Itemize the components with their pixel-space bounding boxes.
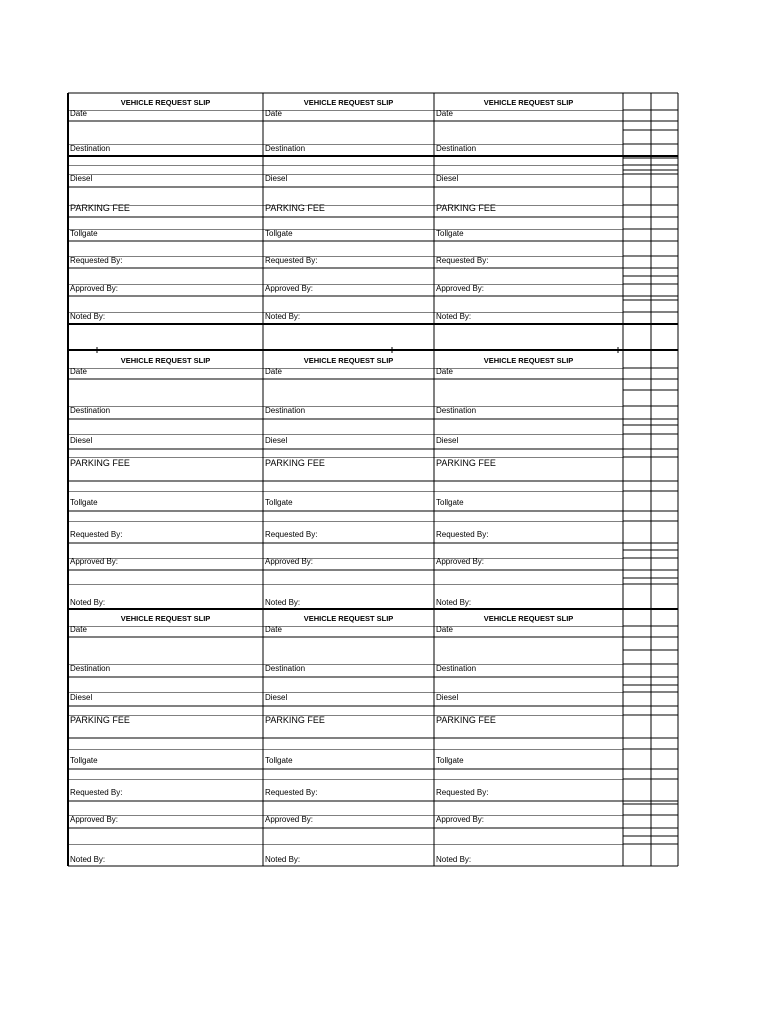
- field-label-parking-fee: PARKING FEE: [70, 203, 130, 213]
- slip-title: VEHICLE REQUEST SLIP: [483, 614, 574, 623]
- field-label-date: Date: [70, 625, 87, 634]
- field-label-date: Date: [265, 625, 282, 634]
- field-label-date: Date: [436, 625, 453, 634]
- field-label-destination: Destination: [265, 144, 306, 153]
- field-label-parking-fee: PARKING FEE: [70, 715, 130, 725]
- field-label-noted-by: Noted By:: [265, 855, 301, 864]
- slip-title: VEHICLE REQUEST SLIP: [303, 614, 394, 623]
- field-label-destination: Destination: [265, 406, 306, 415]
- field-label-noted-by: Noted By:: [70, 598, 106, 607]
- field-label-noted-by: Noted By:: [70, 855, 106, 864]
- field-label-approved-by: Approved By:: [70, 815, 119, 824]
- slip-title: VEHICLE REQUEST SLIP: [303, 356, 394, 365]
- field-label-diesel: Diesel: [436, 436, 459, 445]
- field-label-tollgate: Tollgate: [265, 229, 293, 238]
- field-label-approved-by: Approved By:: [265, 815, 314, 824]
- field-label-approved-by: Approved By:: [436, 815, 485, 824]
- field-label-requested-by: Requested By:: [70, 530, 123, 539]
- field-label-parking-fee: PARKING FEE: [436, 203, 496, 213]
- slip-title: VEHICLE REQUEST SLIP: [483, 98, 574, 107]
- field-label-date: Date: [265, 367, 282, 376]
- field-label-noted-by: Noted By:: [436, 855, 472, 864]
- field-label-noted-by: Noted By:: [70, 312, 106, 321]
- field-label-destination: Destination: [70, 664, 111, 673]
- field-label-date: Date: [436, 109, 453, 118]
- field-label-parking-fee: PARKING FEE: [436, 458, 496, 468]
- field-label-diesel: Diesel: [70, 174, 93, 183]
- field-label-approved-by: Approved By:: [265, 557, 314, 566]
- field-label-parking-fee: PARKING FEE: [436, 715, 496, 725]
- field-label-tollgate: Tollgate: [70, 756, 98, 765]
- field-label-requested-by: Requested By:: [70, 256, 123, 265]
- field-label-requested-by: Requested By:: [436, 530, 489, 539]
- slip-title: VEHICLE REQUEST SLIP: [483, 356, 574, 365]
- field-label-diesel: Diesel: [70, 436, 93, 445]
- field-label-destination: Destination: [265, 664, 306, 673]
- field-label-noted-by: Noted By:: [265, 598, 301, 607]
- field-label-requested-by: Requested By:: [70, 788, 123, 797]
- field-label-parking-fee: PARKING FEE: [265, 458, 325, 468]
- field-label-noted-by: Noted By:: [265, 312, 301, 321]
- field-label-tollgate: Tollgate: [436, 756, 464, 765]
- field-label-requested-by: Requested By:: [265, 530, 318, 539]
- field-label-requested-by: Requested By:: [436, 788, 489, 797]
- field-label-approved-by: Approved By:: [265, 284, 314, 293]
- field-label-requested-by: Requested By:: [436, 256, 489, 265]
- field-label-requested-by: Requested By:: [265, 788, 318, 797]
- field-label-parking-fee: PARKING FEE: [265, 715, 325, 725]
- field-label-diesel: Diesel: [436, 693, 459, 702]
- field-label-date: Date: [436, 367, 453, 376]
- field-label-tollgate: Tollgate: [265, 498, 293, 507]
- field-label-tollgate: Tollgate: [70, 498, 98, 507]
- field-label-destination: Destination: [436, 144, 477, 153]
- field-label-approved-by: Approved By:: [70, 557, 119, 566]
- field-label-noted-by: Noted By:: [436, 598, 472, 607]
- field-label-tollgate: Tollgate: [265, 756, 293, 765]
- slip-title: VEHICLE REQUEST SLIP: [120, 614, 211, 623]
- field-label-approved-by: Approved By:: [70, 284, 119, 293]
- slip-title: VEHICLE REQUEST SLIP: [120, 356, 211, 365]
- field-label-destination: Destination: [436, 406, 477, 415]
- field-label-noted-by: Noted By:: [436, 312, 472, 321]
- field-label-diesel: Diesel: [70, 693, 93, 702]
- field-label-destination: Destination: [436, 664, 477, 673]
- field-label-date: Date: [70, 109, 87, 118]
- field-label-tollgate: Tollgate: [70, 229, 98, 238]
- slip-title: VEHICLE REQUEST SLIP: [120, 98, 211, 107]
- field-label-tollgate: Tollgate: [436, 229, 464, 238]
- field-label-diesel: Diesel: [265, 174, 288, 183]
- field-label-date: Date: [265, 109, 282, 118]
- form-grid-lines: [68, 93, 678, 866]
- field-label-diesel: Diesel: [265, 436, 288, 445]
- field-label-destination: Destination: [70, 144, 111, 153]
- field-label-diesel: Diesel: [436, 174, 459, 183]
- field-label-approved-by: Approved By:: [436, 557, 485, 566]
- field-label-parking-fee: PARKING FEE: [265, 203, 325, 213]
- field-label-requested-by: Requested By:: [265, 256, 318, 265]
- field-label-tollgate: Tollgate: [436, 498, 464, 507]
- field-label-date: Date: [70, 367, 87, 376]
- field-label-diesel: Diesel: [265, 693, 288, 702]
- field-label-destination: Destination: [70, 406, 111, 415]
- field-label-parking-fee: PARKING FEE: [70, 458, 130, 468]
- slip-title: VEHICLE REQUEST SLIP: [303, 98, 394, 107]
- field-label-approved-by: Approved By:: [436, 284, 485, 293]
